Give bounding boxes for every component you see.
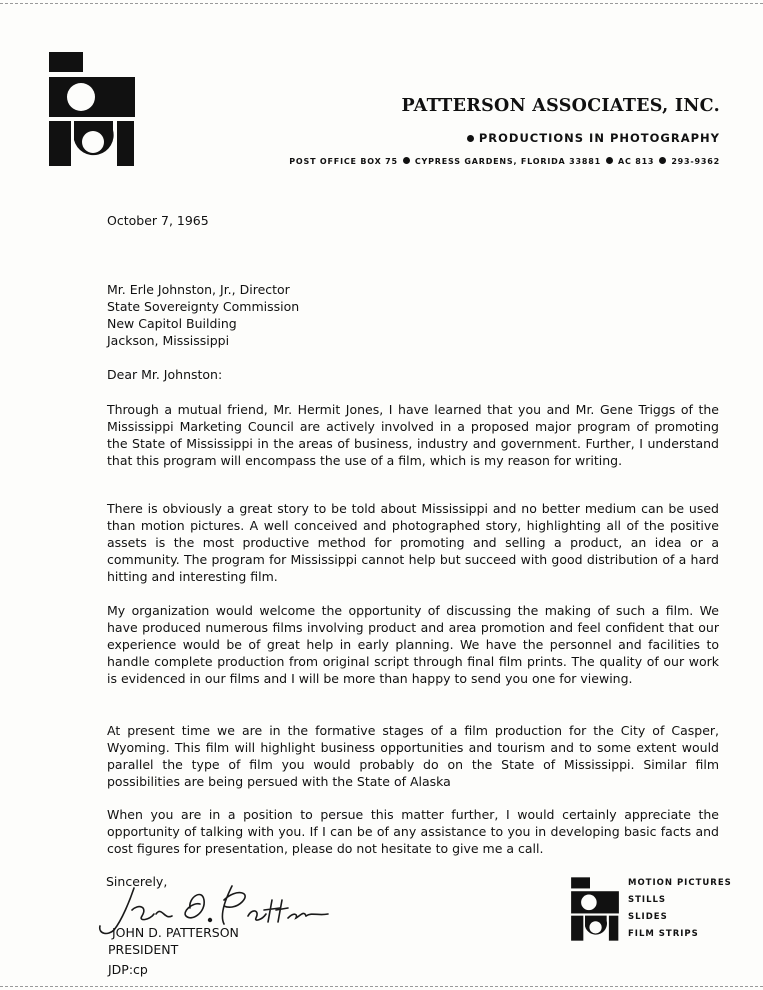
company-name: PATTERSON ASSOCIATES, INC.	[401, 96, 720, 116]
reference-initials: JDP:cp	[108, 962, 148, 977]
company-logo	[47, 52, 137, 166]
recipient-line: Mr. Erle Johnston, Jr., Director	[107, 282, 290, 297]
company-logo-small	[570, 877, 620, 941]
body-paragraph: When you are in a position to persue this matter further, I would certainly appreciate the opportunity of talking with you. If I can be of any assistance to you in developing basic facts and cost figures for presentation, please do not hesitate to give me a call.	[107, 807, 719, 856]
page-edge-bottom	[0, 986, 763, 987]
letterhead-address: POST OFFICE BOX 75 CYPRESS GARDENS, FLORIDA 33881 AC 813 293-9362	[289, 157, 720, 166]
body-paragraph: At present time we are in the formative stages of a film production for the City of Casper, Wyoming. This film will highlight business opportunities and tourism and to some extent would parallel the type of film you would probably do on the State of Mississippi. Similar film possibilities are being persued with the State of Alaska	[107, 723, 719, 789]
page-edge-top	[0, 3, 763, 4]
company-tagline: PRODUCTIONS IN PHOTOGRAPHY	[420, 131, 720, 145]
services-list	[628, 878, 732, 946]
salutation: Dear Mr. Johnston:	[107, 367, 223, 382]
service-item: STILLS	[628, 895, 667, 905]
service-item: MOTION PICTURES	[628, 878, 732, 888]
signer-title: PRESIDENT	[108, 942, 179, 957]
body-paragraph: My organization would welcome the opportunity of discussing the making of such a film. We have produced numerous films involving product and area promotion and feel confident that our experience would be of great help in early planning. We have the personnel and facilities to handle complete production from original script through final film prints. The quality of our work is evidenced in our films and I will be more than happy to send you one for viewing.	[107, 603, 719, 686]
body-paragraph: Through a mutual friend, Mr. Hermit Jones, I have learned that you and Mr. Gene Triggs of the Mississippi Marketing Council are actively involved in a proposed major program of promoting the State of Mississippi in the areas of business, industry and government. Further, I understand that this program will encompass the use of a film, which is my reason for writing.	[107, 402, 719, 468]
bullet-icon	[606, 157, 613, 164]
bullet-icon	[403, 157, 410, 164]
bullet-icon	[659, 157, 666, 164]
letter-date: October 7, 1965	[107, 213, 209, 228]
service-item: FILM STRIPS	[628, 929, 699, 939]
closing: Sincerely,	[106, 874, 168, 889]
recipient-line: State Sovereignty Commission	[107, 299, 300, 314]
recipient-line: Jackson, Mississippi	[107, 333, 230, 348]
signer-name: JOHN D. PATTERSON	[112, 925, 239, 940]
service-item: SLIDES	[628, 912, 668, 922]
body-paragraph: There is obviously a great story to be told about Mississippi and no better medium can be used than motion pictures. A well conceived and photographed story, highlighting all of the positive assets is the most productive method for promoting and selling a product, an idea or a community. The program for Mississippi cannot help but succeed with good distribution of a hard hitting and interesting film.	[107, 501, 719, 584]
bullet-icon	[467, 135, 474, 142]
recipient-line: New Capitol Building	[107, 316, 237, 331]
recipient-address	[107, 281, 299, 349]
